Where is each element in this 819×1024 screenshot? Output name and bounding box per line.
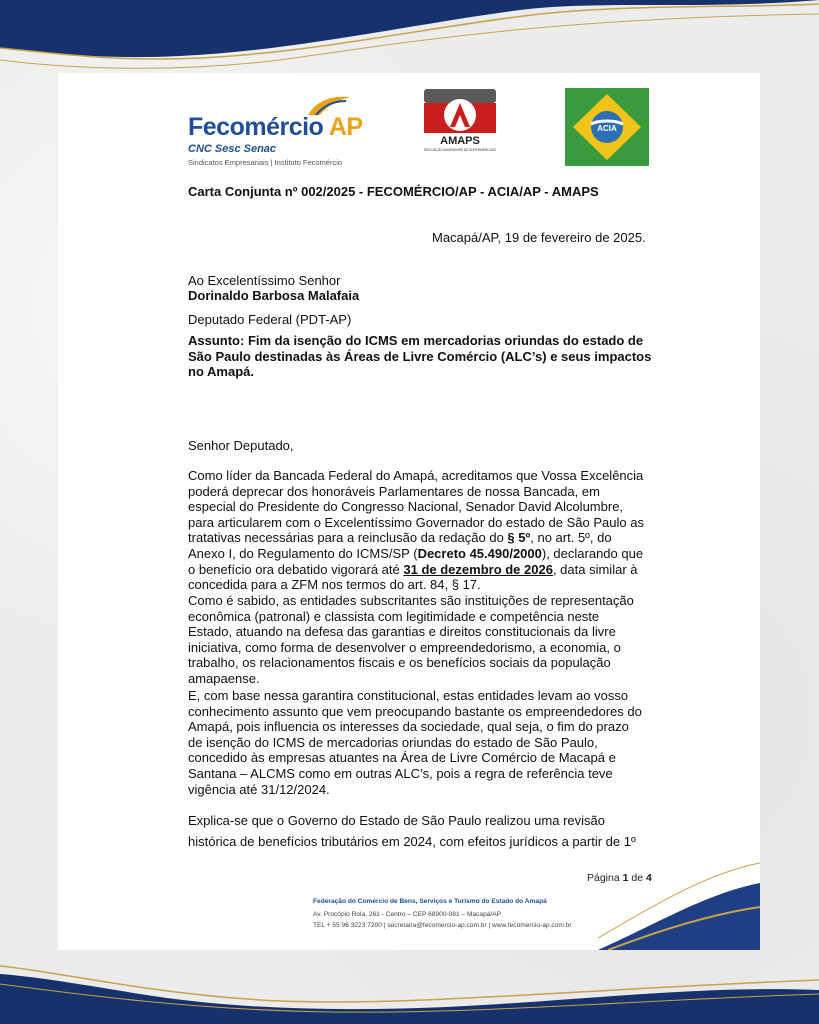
recipient-name: Dorinaldo Barbosa Malafaia — [188, 288, 360, 303]
letter-date: Macapá/AP, 19 de fevereiro de 2025. — [432, 230, 646, 245]
paragraph-line: de isenção do ICMS de mercadorias oriundas do estado de São Paulo, — [188, 734, 598, 750]
paragraph-line: amapaense. — [188, 670, 260, 686]
paragraph-2 — [188, 593, 648, 687]
fecomercio-sub1: CNC Sesc Senac — [188, 143, 277, 155]
paragraph-line: Como líder da Bancada Federal do Amapá, acreditamos que Vossa Excelência — [188, 468, 644, 483]
salutation: Senhor Deputado, — [188, 438, 294, 453]
paragraph-line: Como é sabido, as entidades subscritantes são instituições de representação — [188, 593, 634, 608]
paragraph-line: Anexo I, do Regulamento do ICMS/SP (Decreto 45.490/2000), declarando que — [188, 545, 644, 561]
top-wave-decoration — [0, 0, 819, 80]
footer-swoosh-decoration — [598, 843, 760, 950]
paragraph-line: poderá deprecar dos honoráveis Parlamentares de nossa Bancada, em — [188, 483, 600, 499]
letter-title: Carta Conjunta nº 002/2025 - FECOMÉRCIO/AP - ACIA/AP - AMAPS — [188, 184, 599, 199]
paragraph-line: Estado, atuando na defesa das garantias e direitos constitucionais da livre — [188, 624, 616, 640]
subject-line: Assunto: Fim da isenção do ICMS em mercadorias oriundas do estado de — [188, 333, 644, 348]
paragraph-line: o benefício ora debatido vigorará até 31 de dezembro de 2026, data similar à — [188, 561, 638, 577]
amaps-emblem-icon — [424, 89, 496, 155]
deadline-date: 31 de dezembro de 2026 — [403, 561, 553, 577]
bottom-wave-decoration — [0, 950, 819, 1024]
paragraph-line: concedida para a ZFM nos termos do art. 84, § 17. — [188, 577, 481, 593]
paragraph-line: vigência até 31/12/2024. — [188, 781, 330, 797]
fecomercio-logo — [188, 95, 378, 167]
svg-text:ACIA: ACIA — [597, 124, 617, 133]
paragraph-line: histórica de benefícios tributários em 2024, com efeitos jurídicos a partir de 1º — [188, 834, 636, 849]
recipient-line: Ao Excelentíssimo Senhor — [188, 273, 341, 288]
acia-logo — [565, 88, 649, 166]
svg-text:AMAPS: AMAPS — [440, 135, 480, 147]
paragraph-4 — [188, 810, 648, 852]
paragraph-line: especial do Presidente do Congresso Nacional, Senador David Alcolumbre, — [188, 499, 624, 515]
footer-contact: TEL + 55 96 3223 7200 | secretaria@fecomercio-ap.com.br | www.fecomercio-ap.com.br — [313, 922, 572, 929]
svg-text:ASSOCIAÇÃO AMAPAENSE DE SUPERM: ASSOCIAÇÃO AMAPAENSE DE SUPERMERCADOS — [424, 148, 496, 152]
footer-address: Av. Procópio Rola, 261 - Centro – CEP 68900-081 – Macapá/AP — [313, 911, 502, 918]
paragraph-line: E, com base nessa garantira constitucional, estas entidades levam ao vosso — [188, 688, 629, 703]
fecomercio-sub2: Sindicatos Empresariais | Instituto Fecomércio — [188, 158, 343, 167]
paragraph-line: conhecimento assunto que vem preocupando bastante os empreendedores do — [188, 703, 642, 719]
paragraph-3 — [188, 688, 648, 797]
letter-subject — [188, 333, 652, 380]
paragraph-line: para articularem com o Excelentíssimo Governador do estado de São Paulo as — [188, 514, 644, 530]
recipient-title: Deputado Federal (PDT-AP) — [188, 312, 352, 327]
paragraph-line: trabalho, os relacionamentos fiscais e os benefícios sociais da população — [188, 655, 611, 671]
footer-organization: Federação do Comércio de Bens, Serviços e Turismo do Estado do Amapá — [313, 898, 547, 905]
paragraph-line: Explica-se que o Governo do Estado de São Paulo realizou uma revisão — [188, 813, 605, 828]
paragraph-line: econômica (patronal) e classista com legitimidade e competência neste — [188, 608, 600, 624]
paragraph-ref: § 5º — [507, 530, 531, 546]
paragraph-line: Santana – ALCMS como em outras ALC’s, pois a regra de referência teve — [188, 765, 613, 781]
paragraph-1 — [188, 468, 648, 593]
subject-line: no Amapá. — [188, 364, 254, 380]
paragraph-line: concedido às empresas atuantes na Área de Livre Comércio de Macapá e — [188, 750, 616, 766]
paragraph-line: iniciativa, como forma de desenvolver o empreendedorismo, a economia, o — [188, 639, 621, 655]
amaps-logo — [424, 89, 496, 155]
letter-sheet — [58, 73, 760, 950]
subject-line: São Paulo destinadas às Áreas de Livre Comércio (ALC’s) e seus impactos — [188, 348, 652, 364]
acia-emblem-icon — [565, 88, 649, 166]
fecomercio-wordmark: Fecomércio AP — [188, 113, 363, 141]
page-number: Página 1 de 4 — [587, 872, 652, 884]
paragraph-line: tratativas necessárias para a reinclusão da redação do § 5º, no art. 5º, do — [188, 530, 612, 546]
paragraph-line: Amapá, pois influencia os interesses da sociedade, qual seja, o fim do prazo — [188, 719, 629, 735]
decree-ref: Decreto 45.490/2000 — [417, 545, 542, 561]
